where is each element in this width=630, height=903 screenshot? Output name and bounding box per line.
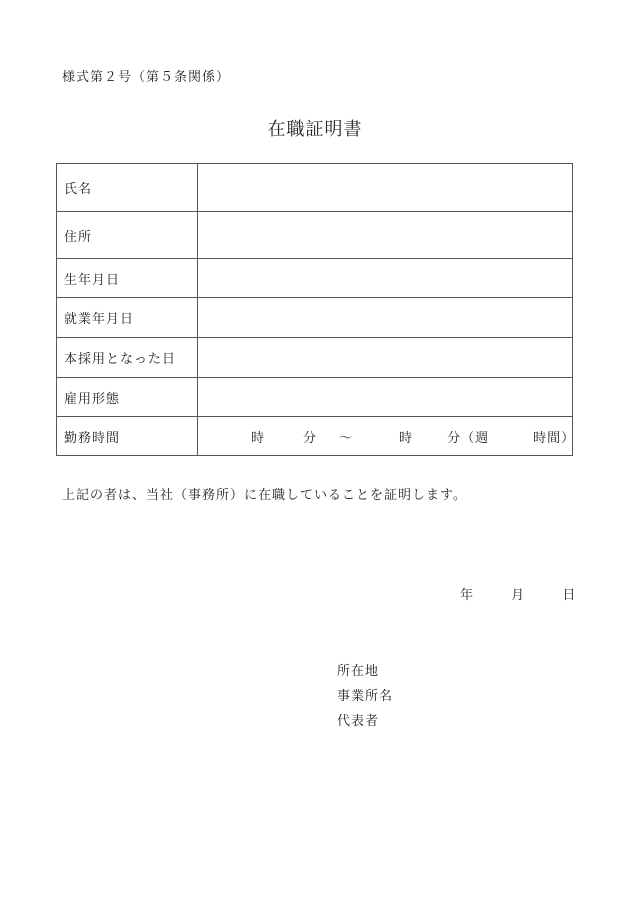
- tilde-separator: ～: [339, 430, 354, 446]
- row-label-employment-date: 就業年月日: [57, 298, 198, 338]
- table-row-name: [57, 164, 573, 212]
- representative-label: 代表者: [337, 714, 380, 729]
- row-label-name: 氏名: [57, 164, 198, 212]
- form-number: 様式第２号（第５条関係）: [62, 70, 231, 85]
- table-row-employment-date: [57, 298, 573, 338]
- row-label-work-hours: 勤務時間: [57, 417, 198, 456]
- issue-date: [460, 584, 575, 603]
- year-label: 年: [460, 588, 474, 603]
- name-field[interactable]: [198, 164, 573, 212]
- birthdate-field[interactable]: [198, 259, 573, 298]
- table-row-permanent-date: [57, 338, 573, 378]
- row-label-permanent-date: 本採用となった日: [57, 338, 198, 378]
- employment-date-field[interactable]: [198, 298, 573, 338]
- company-address-label: 所在地: [337, 664, 380, 679]
- month-label: 月: [511, 588, 525, 603]
- table-row-birthdate: [57, 259, 573, 298]
- work-hours-field[interactable]: [198, 417, 576, 456]
- minute-end-weekly-label: 分（週: [447, 430, 490, 446]
- table-row-employment-type: [57, 378, 573, 417]
- certificate-table: [56, 163, 576, 456]
- address-field[interactable]: [198, 212, 573, 259]
- row-label-address: 住所: [57, 212, 198, 259]
- office-name-label: 事業所名: [337, 689, 394, 704]
- day-label: 日: [562, 588, 576, 603]
- table-row-address: [57, 212, 573, 259]
- document-title: 在職証明書: [267, 119, 363, 140]
- hour-end-label: 時: [399, 430, 414, 446]
- minute-start-label: 分: [303, 430, 318, 446]
- employment-type-field[interactable]: [198, 378, 573, 417]
- row-label-birthdate: 生年月日: [57, 259, 198, 298]
- row-label-employment-type: 雇用形態: [57, 378, 198, 417]
- permanent-date-field[interactable]: [198, 338, 573, 378]
- hour-start-label: 時: [251, 430, 266, 446]
- certification-statement: 上記の者は、当社（事務所）に在職していることを証明します。: [62, 488, 467, 503]
- weekly-hours-label: 時間）: [533, 430, 576, 446]
- table-row-work-hours: [57, 417, 573, 456]
